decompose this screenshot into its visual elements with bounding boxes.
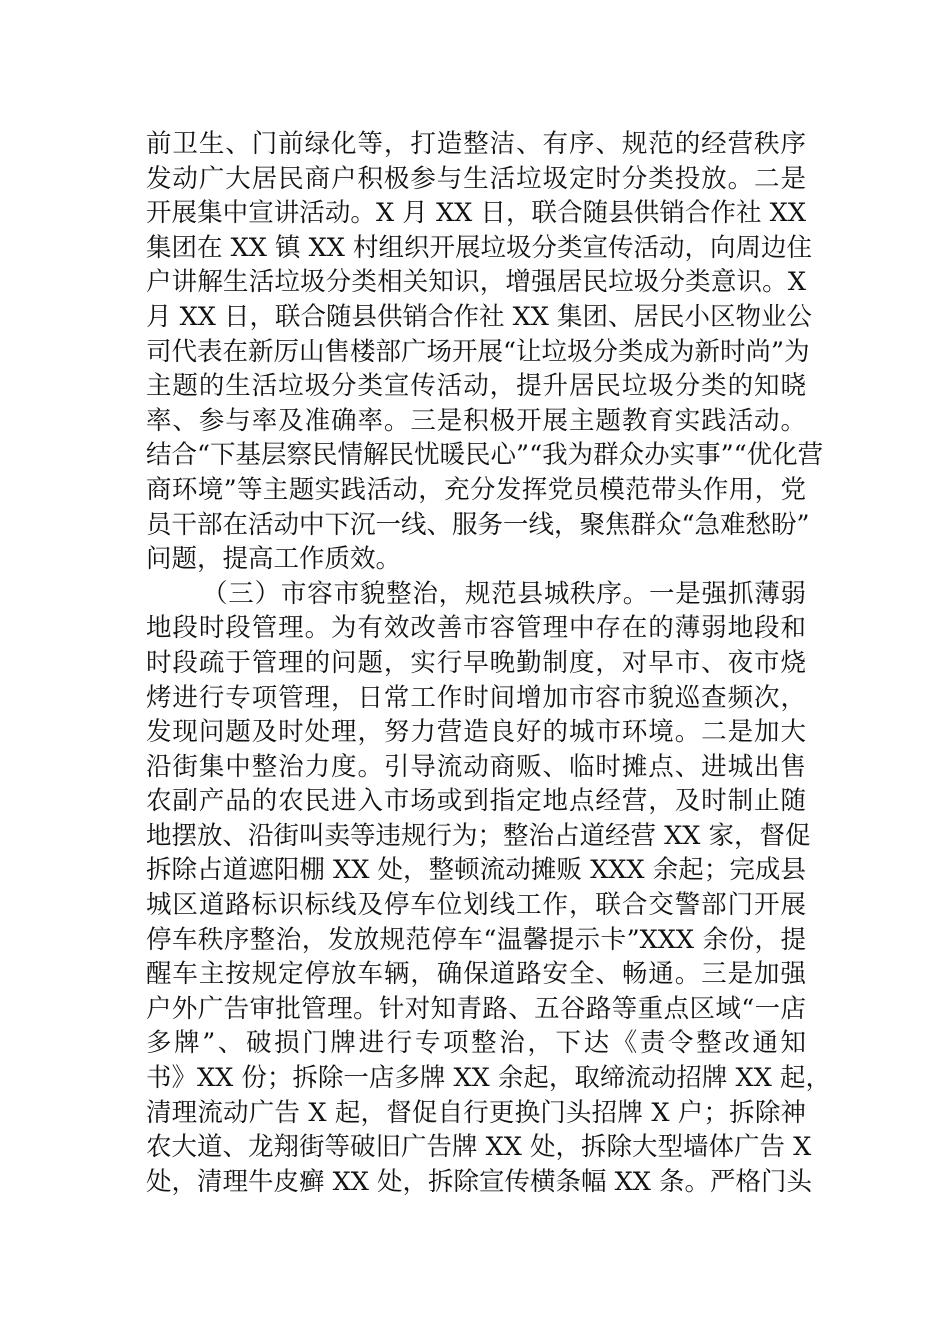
text-line: 集团在 XX 镇 XX 村组织开展垃圾分类宣传活动，向周边住	[146, 232, 813, 263]
text-line: 书》XX 份；拆除一店多牌 XX 余起，取缔流动招牌 XX 起，	[146, 1063, 831, 1094]
text-line: 地摆放、沿街叫卖等违规行为；整治占道经营 XX 家，督促	[146, 820, 811, 851]
text-line: 拆除占道遮阳棚 XX 处，整顿流动摊贩 XXX 余起；完成县	[146, 855, 806, 886]
text-line: 沿街集中整治力度。引导流动商贩、临时摊点、进城出售	[146, 751, 806, 782]
text-line: 月 XX 日，联合随县供销合作社 XX 集团、居民小区物业公	[146, 301, 813, 332]
text-line: 清理流动广告 X 起，督促自行更换门头招牌 X 户；拆除神	[146, 1097, 806, 1128]
text-line: 主题的生活垃圾分类宣传活动，提升居民垃圾分类的知晓	[146, 371, 806, 402]
text-line: 发现问题及时处理，努力营造良好的城市环境。二是加大	[146, 717, 806, 748]
text-line: 问题，提高工作质效。	[146, 544, 402, 575]
text-line: 农大道、龙翔街等破旧广告牌 XX 处，拆除大型墙体广告 X	[146, 1132, 812, 1163]
section-heading-line: （三）市容市貌整治，规范县城秩序。一是强抓薄弱	[202, 578, 806, 609]
text-line: 商环境”等主题实践活动，充分发挥党员模范带头作用，党	[146, 474, 806, 505]
text-line: 结合“下基层察民情解民忧暖民心”“我为群众办实事”“优化营	[146, 440, 824, 471]
text-line: 处，清理牛皮癣 XX 处，拆除宣传横条幅 XX 条。严格门头	[146, 1166, 813, 1197]
text-line: 农副产品的农民进入市场或到指定地点经营，及时制止随	[146, 786, 806, 817]
text-line: 发动广大居民商户积极参与生活垃圾定时分类投放。二是	[146, 163, 806, 194]
text-line: 时段疏于管理的问题，实行早晚勤制度，对早市、夜市烧	[146, 647, 806, 678]
text-line: 地段时段管理。为有效改善市容管理中存在的薄弱地段和	[146, 613, 806, 644]
text-line: 开展集中宣讲活动。X 月 XX 日，联合随县供销合作社 XX	[146, 198, 806, 229]
text-line: 醒车主按规定停放车辆，确保道路安全、畅通。三是加强	[146, 959, 806, 990]
text-line: 员干部在活动中下沉一线、服务一线，聚焦群众“急难愁盼”	[146, 509, 810, 540]
text-line: 司代表在新厉山售楼部广场开展“让垃圾分类成为新时尚”为	[146, 336, 810, 367]
text-line: 烤进行专项管理，日常工作时间增加市容市貌巡查频次，	[146, 682, 806, 713]
text-line: 多牌”、破损门牌进行专项整治，下达《责令整改通知	[146, 1028, 806, 1059]
text-line: 率、参与率及准确率。三是积极开展主题教育实践活动。	[146, 405, 806, 436]
text-line: 户外广告审批管理。针对知青路、五谷路等重点区域“一店	[146, 993, 806, 1024]
text-line: 户讲解生活垃圾分类相关知识，增强居民垃圾分类意识。X	[146, 267, 806, 298]
text-line: 停车秩序整治，发放规范停车“温馨提示卡”XXX 余份，提	[146, 924, 806, 955]
document-body	[146, 127, 831, 1199]
text-line: 城区道路标识标线及停车位划线工作，联合交警部门开展	[146, 890, 806, 921]
text-line: 前卫生、门前绿化等，打造整洁、有序、规范的经营秩序	[146, 129, 806, 159]
